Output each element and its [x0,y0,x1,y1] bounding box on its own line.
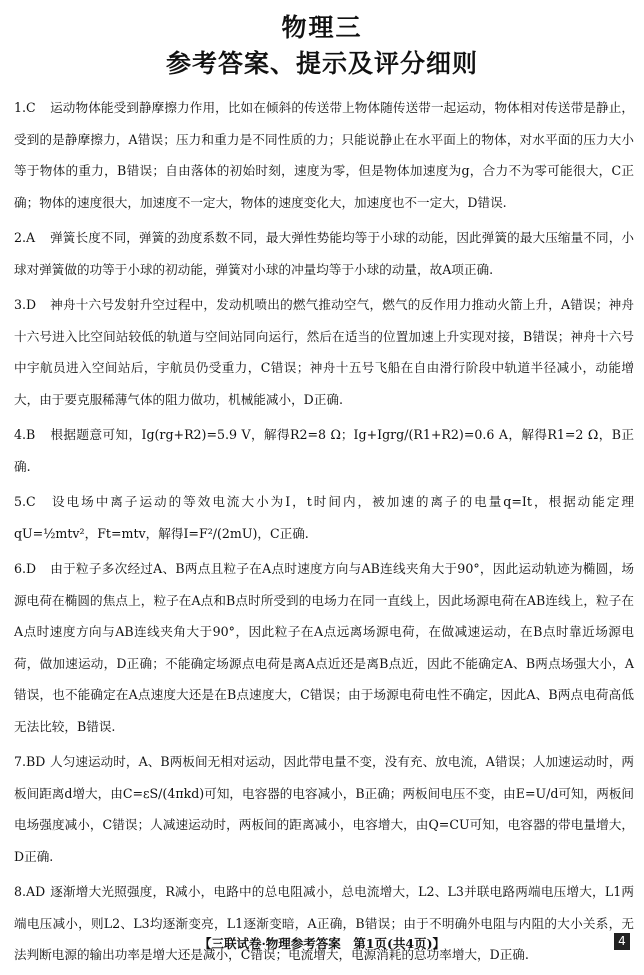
answer-number: 6.D [14,561,37,576]
answer-number: 8.AD [14,884,46,899]
answer-list [14,92,634,975]
answer-item-7 [14,746,634,872]
answer-item-5 [14,486,634,549]
answer-number: 1.C [14,100,36,115]
answer-number: 4.B [14,427,36,442]
answer-text: 由于粒子多次经过A、B两点且粒子在A点时速度方向与AB连线夹角大于90°，因此运动轨迹为椭圆，场源电荷在椭圆的焦点上，粒子在A点和B点时所受到的电场力在同一直线上，因此场源电荷在AB连线上，粒子在A点时速度方向与AB连线夹角大于90°，因此粒子在A点远离场源电荷，在做减速运动，在B点时靠近场源电荷，做加速运动，D正确；不能确定场源点电荷是离A点近还是离B点近，因此不能确定A、B两点场强大小，A错误，也不能确定在A点速度大还是在B点速度大，C错误；由于场源电荷电性不确定，因此A、B两点电荷高低无法比较，B错误. [14,561,634,734]
answer-text: 设电场中离子运动的等效电流大小为I，t时间内，被加速的离子的电量q=It，根据动能定理qU=½mtv²，Ft=mtv，解得I=F²/(2mU)，C正确. [14,494,634,541]
page-badge: 4 [614,933,630,950]
answer-number: 5.C [14,494,36,509]
answer-text: 运动物体能受到静摩擦力作用，比如在倾斜的传送带上物体随传送带一起运动，物体相对传送带是静止，受到的是静摩擦力，A错误；压力和重力是不同性质的力；只能说静止在水平面上的物体，对水平面的压力大小等于物体的重力，B错误；自由落体的初始时刻，速度为零，但是物体加速度为g，合力不为零可能很大，C正确；物体的速度很大，加速度不一定大，物体的速度变化大，加速度也不一定大，D错误. [14,100,634,210]
answer-text: 人匀速运动时，A、B两板间无相对运动，因此带电量不变，没有充、放电流，A错误；人加速运动时，两板间距离d增大，由C=εS/(4πkd)可知，电容器的电容减小，B正确；两板间电压不变，由E=U/d可知，两板间电场强度减小，C错误；人减速运动时，两板间的距离减小，电容增大，由Q=CU可知，电容器的带电量增大，D正确. [14,754,634,864]
answer-item-1 [14,92,634,218]
answer-number: 7.BD [14,754,46,769]
answer-item-6 [14,553,634,742]
answer-item-8 [14,876,634,971]
document-title: 物理三 [281,13,363,42]
answer-item-4 [14,419,634,482]
answer-number: 2.A [14,230,36,245]
answer-item-2 [14,222,634,285]
answer-item-3 [14,289,634,415]
page-footer: 【三联试卷·物理参考答案 第1页(共4页)】 [198,936,446,951]
answer-text: 神舟十六号发射升空过程中，发动机喷出的燃气推动空气，燃气的反作用力推动火箭上升，A错误；神舟十六号进入比空间站较低的轨道与空间站同向运行，然后在适当的位置加速上升实现对接，B错误；神舟十六号中宇航员进入空间站后，宇航员仍受重力，C错误；神舟十五号飞船在自由滑行阶段中轨道半径减小，动能增大，由于要克服稀薄气体的阻力做功，机械能减小，D正确. [14,297,634,407]
answer-number: 3.D [14,297,37,312]
answer-text: 逐渐增大光照强度，R减小，电路中的总电阻减小，总电流增大，L2、L3并联电路两端电压增大，L1两端电压减小，则L2、L3均逐渐变亮，L1逐渐变暗，A正确，B错误；由于不明确外电阻与内阻的大小关系，无法判断电源的输出功率是增大还是减小，C错误；电流增大，电源消耗的总功率增大，D正确. [14,884,634,962]
answer-text: 弹簧长度不同，弹簧的劲度系数不同，最大弹性势能均等于小球的动能，因此弹簧的最大压缩量不同，小球对弹簧做的功等于小球的初动能，弹簧对小球的冲量均等于小球的动量，故A项正确. [14,230,634,277]
document-subtitle: 参考答案、提示及评分细则 [165,49,478,78]
answer-text: 根据题意可知，Ig(rg+R2)=5.9 V，解得R2=8 Ω；Ig+Igrg/(R1+R2)=0.6 A，解得R1=2 Ω，B正确. [14,427,634,474]
